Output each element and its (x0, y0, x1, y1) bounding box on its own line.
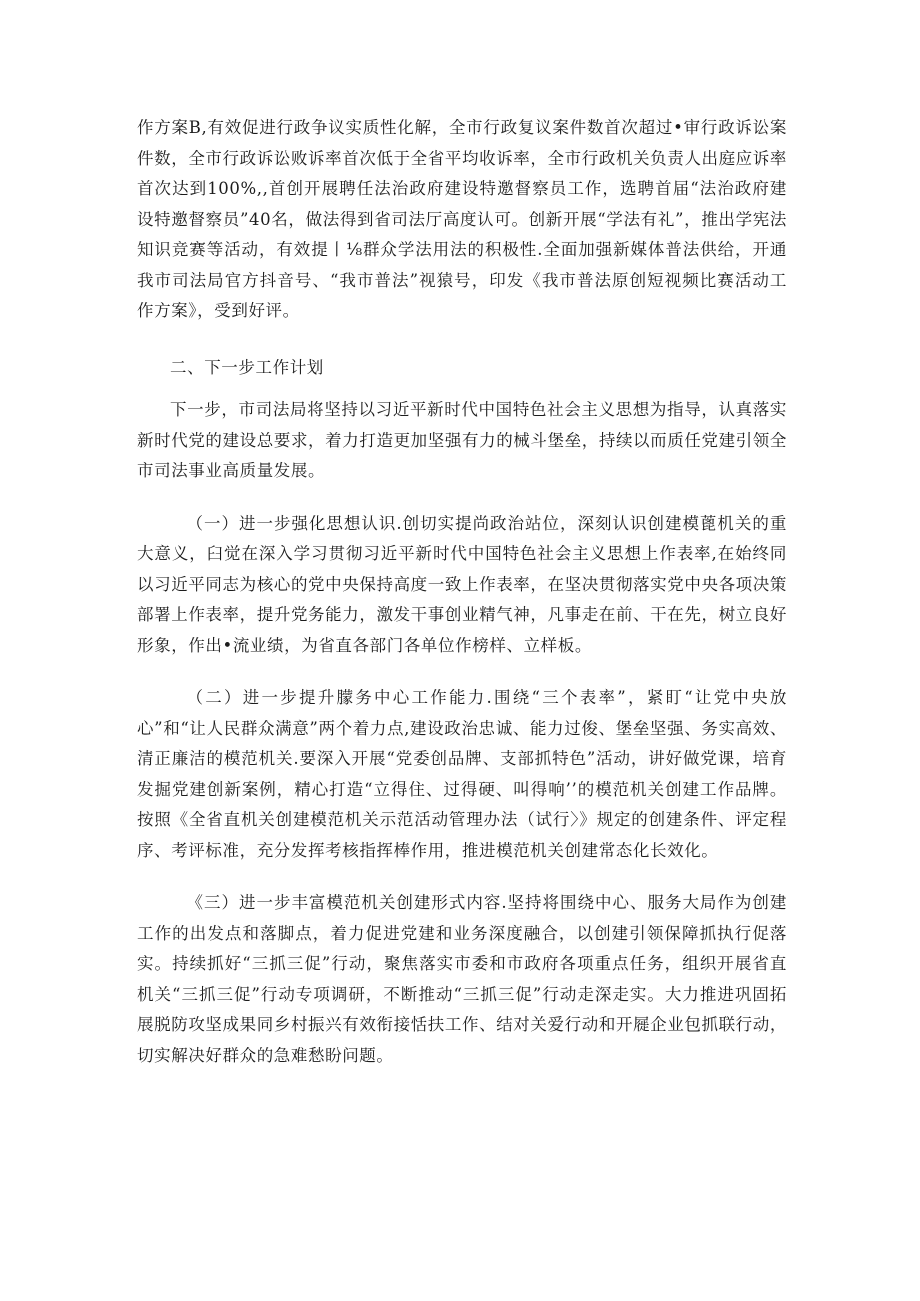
section-heading-next-steps: 二、下一步工作计划 (170, 357, 324, 377)
paragraph-item-three: 《三）进一步丰富模范机关创建形式内容.坚持将围绕中心、服务大局作为创建工作的出发点和落脚点，着力促进党建和业务深度融合，以创建引领保障抓执行促落实。持续抓好“三抓三促”行动，聚焦落实市委和市政府各项重点任务，组织开展省直机关“三抓三促”行动专项调研，不断推动“三抓三促”行动走深走实。大力推进巩固拓展脱防攻坚成果同乡村振兴有效衔接恬扶工作、结对关爱行动和开屣企业包抓联行动，切实解决好群众的急难愁盼问题。 (137, 893, 787, 1065)
document-body (137, 113, 787, 1071)
paragraph-next-steps-intro: 下一步，市司法局将坚持以习近平新时代中国特色社会主义思想为指导，认真落实新时代党的建设总要求，着力打造更加坚强有力的械斗堡垒，持续以而质任党建引领全市司法事业高质量发展。 (137, 400, 787, 480)
paragraph-legal-work-summary: 作方案B,有效促进行政争议实质性化解，全市行政复议案件数首次超过•审行政诉讼案件数，全市行政诉讼败诉率首次低于全省平均收诉率，全市行政机关负责人出庭应诉率首次达到100%,,首创开展聘任法治政府建设特邀督察员工作，选聘首届“法治政府建设特邀督察员”40名，做法得到省司法厅高度认可。创新开展“学法有礼”，推出学宪法知识竞赛等活动，有效提丨⅛群众学法用法的积极性.全面加强新媒体普法供给，开通我市司法局官方抖音号、“我市普法”视猿号，印发《我市普法原创短视频比赛活动工作方案》，受到好评。 (137, 118, 787, 320)
paragraph-item-two: （二）进一步提升朦务中心工作能力.围绕“三个表率”，紧盯“让党中央放心”和“让人民群众满意”两个着力点,建设政治忠诚、能力过俊、堡垒坚强、务实高效、清正廉洁的模范机关.要深入开展“党委创品牌、支部抓特色”活动，讲好做党课，培育发掘党建创新案例，精心打造“立得住、过得硬、叫得响’’的模范机关创建工作品牌。按照《全省直机关创建模范机关示范活动管理办法（试行〉》规定的创建条件、评定程序、考评标准，充分发挥考核指挥棒作用，推进模范机关创建常态化长效化。 (137, 688, 787, 860)
paragraph-item-one: （一）进一步强化思想认识.创切实提尚政治站位，深刻认识创建模蓖机关的重大意义，臼觉在深入学习贯彻习近平新时代中国特色社会主义思想上作表率,在始终同以习近平同志为核心的党中央保持高度一致上作表率，在坚决贯彻落实党中央各项决策部署上作表率，提升党务能力，激发干事创业精气神，凡事走在前、干在先，树立良好形象，作出•流业绩，为省直各部门各单位作榜样、立样板。 (137, 513, 787, 655)
